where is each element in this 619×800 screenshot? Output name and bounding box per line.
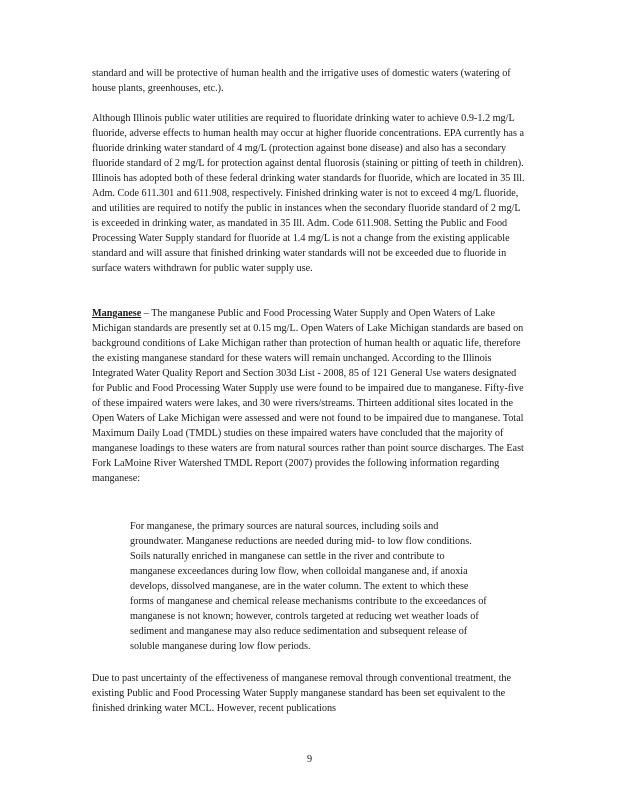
manganese-heading: Manganese bbox=[92, 308, 142, 319]
paragraph-manganese-treatment: Due to past uncertainty of the effectiveness of manganese removal through conventional treatment, the existing Public and Food Processing Water Supply manganese standard has been set equivalent to the finished drinking water MCL. However, recent publications bbox=[92, 673, 512, 714]
page-number: 9 bbox=[306, 754, 313, 765]
block-quote-tmdl: For manganese, the primary sources are natural sources, including soils and groundwater. Manganese reductions are needed during mid- to low flow conditions. Soils naturally enriched in manganese can settle in the river and contribute to manganese exceedances during low flow, when colloidal manganese and, if anoxia develops, dissolved manganese, are in the water column. The extent to which these forms of manganese and chemical release mechanisms contribute to the exceedances of manganese is not known; however, controls targeted at reducing wet weather loads of sediment and manganese may also reduce sedimentation and subsequent release of soluble manganese during low flow periods. bbox=[130, 521, 487, 652]
paragraph-fluoride: Although Illinois public water utilities are required to fluoridate drinking water to achieve 0.9-1.2 mg/L fluoride, adverse effects to human health may occur at higher fluoride concentrations. EPA currently has a fluoride drinking water standard of 4 mg/L (protection against bone disease) and also has a secondary fluoride standard of 2 mg/L for protection against dental fluorosis (staining or pitting of teeth in children). Illinois has adopted both of these federal drinking water standards for fluoride, which are located in 35 Ill. Adm. Code 611.301 and 611.908, respectively. Finished drinking water is not to exceed 4 mg/L fluoride, and utilities are required to notify the public in instances when the secondary fluoride standard of 2 mg/L is exceeded in drinking water, as mandated in 35 Ill. Adm. Code 611.908. Setting the Public and Food Processing Water Supply standard for fluoride at 1.4 mg/L is not a change from the existing applicable standard and will assure that finished drinking water standards will not be exceeded due to fluoride in surface waters withdrawn for public water supply use. bbox=[92, 113, 525, 274]
paragraph-manganese bbox=[92, 306, 528, 486]
paragraph-fluoride-continued: standard and will be protective of human health and the irrigative uses of domestic waters (watering of house plants, greenhouses, etc.). bbox=[92, 68, 511, 94]
manganese-body: – The manganese Public and Food Processing Water Supply and Open Waters of Lake Michigan standards are presently set at 0.15 mg/L. Open Waters of Lake Michigan standards are based on background conditions of Lake Michigan rather than protection of human health or aquatic life, therefore the existing manganese standard for these waters will remain unchanged. According to the Illinois Integrated Water Quality Report and Section 303d List - 2008, 85 of 121 General Use waters designated for Public and Food Processing Water Supply use were found to be impaired due to manganese. Fifty-five of these impaired waters were lakes, and 30 were rivers/streams. Thirteen additional sites located in the Open Waters of Lake Michigan were assessed and were not found to be impaired due to manganese. Total Maximum Daily Load (TMDL) studies on these impaired waters have concluded that the majority of manganese loadings to these waters are from natural sources rather than point source discharges. The East Fork LaMoine River Watershed TMDL Report (2007) provides the following information regarding manganese: bbox=[92, 308, 524, 484]
